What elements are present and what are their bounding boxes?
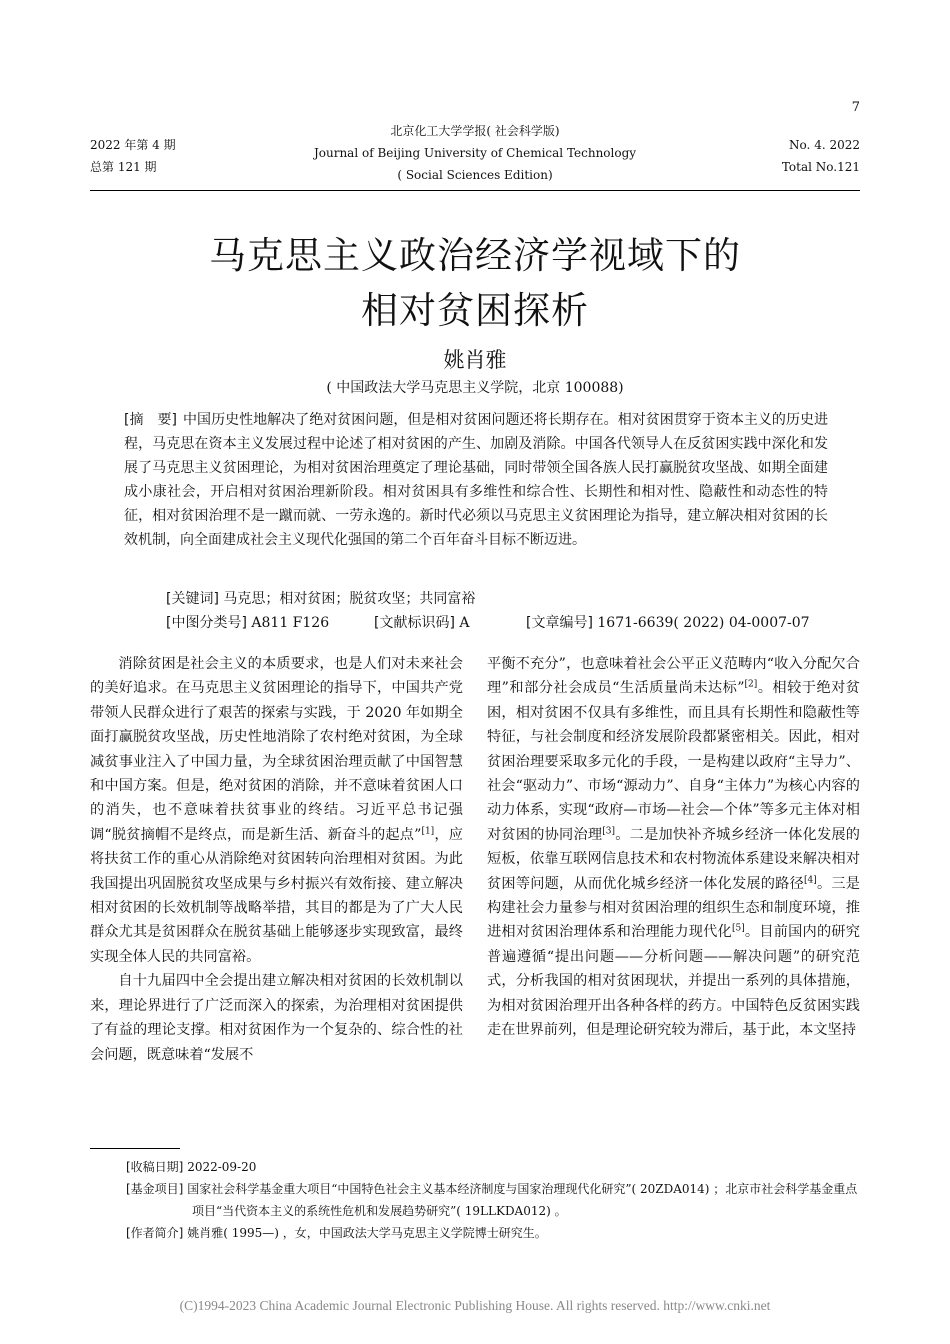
author-name: 姚肖雅: [443, 348, 507, 372]
issue-total-en: Total No.121: [781, 160, 860, 174]
footnote-author-bio: [126, 1222, 866, 1244]
citation-ref: [3]: [602, 826, 616, 837]
footnote-received: [126, 1156, 866, 1178]
issue-info: [90, 134, 176, 178]
doc-code-value: A: [459, 615, 470, 631]
abstract-label: [摘 要]: [124, 412, 178, 428]
footnote-label: [收稿日期]: [126, 1160, 184, 1174]
header-rule: [90, 190, 860, 191]
article-number-label: [文章编号]: [526, 615, 593, 631]
body-column-right: [487, 652, 860, 1043]
author-affiliation: ( 中国政法大学马克思主义学院，北京 100088): [326, 380, 624, 396]
footnote-label: [基金项目]: [126, 1182, 184, 1196]
footnote-text: 姚肖雅( 1995—) ，女，中国政法大学马克思主义学院博士研究生。: [187, 1226, 547, 1240]
classification-line: [166, 612, 828, 634]
footnote-funding: [126, 1178, 866, 1222]
keywords: [166, 588, 828, 610]
issue-total: 总第 121 期: [90, 160, 157, 174]
article-number-value: 1671-6639( 2022) 04-0007-07: [597, 615, 810, 631]
doc-code-label: [文献标识码]: [374, 615, 455, 631]
copyright-watermark: (C)1994-2023 China Academic Journal Electronic Publishing House. All rights reserved. http://www.cnki.net: [179, 1298, 771, 1313]
citation-ref: [4]: [804, 874, 817, 885]
clc-value: A811 F126: [251, 615, 330, 631]
abstract: [124, 408, 828, 552]
citation-ref: [5]: [731, 923, 745, 934]
keywords-label: [关键词]: [166, 591, 219, 607]
footnote-text: 国家社会科学基金重大项目“中国特色社会主义基本经济制度与国家治理现代化研究”( 20ZDA014) ；北京市社会科学基金重点项目“当代资本主义的系统性危机和发展趋势研究”( 19LLKDA012) 。: [187, 1182, 858, 1218]
clc-label: [中图分类号]: [166, 615, 247, 631]
footnote-label: [作者简介]: [126, 1226, 184, 1240]
footnote-rule: [90, 1148, 180, 1149]
issue-year: 2022 年第 4 期: [90, 138, 176, 152]
issue-info-en: [782, 134, 860, 178]
body-paragraph: 平衡不充分”，也意味着社会公平正义范畴内“收入分配欠合理”和部分社会成员“生活质量尚未达标”[2]。相较于绝对贫困，相对贫困不仅具有多维性，而且具有长期性和隐蔽性等特征，与社会制度和经济发展阶段都紧密相关。因此，相对贫困治理要采取多元化的手段，一是构建以政府“主导力”、社会“驱动力”、市场“源动力”、自身“主体力”为核心内容的动力体系，实现“政府—市场—社会—个体”等多元主体对相对贫困的协同治理[3]。二是加快补齐城乡经济一体化发展的短板，依靠互联网信息技术和农村物流体系建设来解决相对贫困等问题，从而优化城乡经济一体化发展的路径[4]。三是构建社会力量参与相对贫困治理的组织生态和制度环境，推进相对贫困治理体系和治理能力现代化[5]。目前国内的研究普遍遵循“提出问题——分析问题——解决问题”的研究范式，分析我国的相对贫困现状，并提出一系列的具体措施，为相对贫困治理开出各种各样的药方。中国特色反贫困实践走在世界前列，但是理论研究较为滞后，基于此，本文坚持: [487, 656, 860, 1039]
title-line-2: 相对贫困探析: [361, 289, 589, 332]
citation-ref: [1]: [421, 826, 435, 837]
journal-name-en: Journal of Beijing University of Chemical Technology: [313, 146, 637, 160]
body-paragraph: 消除贫困是社会主义的本质要求，也是人们对未来社会的美好追求。在马克思主义贫困理论的指导下，中国共产党带领人民群众进行了艰苦的探索与实践，于 2020 年如期全面打赢脱贫攻坚战，历史性地消除了农村绝对贫困，为全球减贫事业注入了中国力量，为全球贫困治理贡献了中国智慧和中国方案。但是，绝对贫困的消除，并不意味着贫困人口的消失，也不意味着扶贫事业的终结。习近平总书记强调“脱贫摘帽不是终点，而是新生活、新奋斗的起点”[1]，应将扶贫工作的重心从消除绝对贫困转向治理相对贫困。为此我国提出巩固脱贫攻坚成果与乡村振兴有效衔接、建立解决相对贫困的长效机制等战略举措，其目的都是为了广大人民群众尤其是贫困群众在脱贫基础上能够逐步实现致富，最终实现全体人民的共同富裕。: [90, 656, 463, 965]
citation-ref: [2]: [744, 679, 758, 690]
article-title: [90, 228, 860, 338]
keywords-text: 马克思；相对贫困；脱贫攻坚；共同富裕: [223, 591, 476, 607]
journal-name-cn: 北京化工大学学报( 社会科学版): [390, 124, 560, 138]
issue-number-en: No. 4. 2022: [789, 138, 860, 152]
title-line-1: 马克思主义政治经济学视域下的: [209, 234, 741, 277]
body-column-left: [90, 652, 463, 1067]
footnotes: [126, 1156, 866, 1244]
page-number: 7: [851, 100, 860, 115]
journal-edition: ( Social Sciences Edition): [397, 168, 553, 182]
footnote-text: 2022-09-20: [187, 1160, 257, 1174]
abstract-text: 中国历史性地解决了绝对贫困问题，但是相对贫困问题还将长期存在。相对贫困贯穿于资本主义的历史进程，马克思在资本主义发展过程中论述了相对贫困的产生、加剧及消除。中国各代领导人在反贫困实践中深化和发展了马克思主义贫困理论，为相对贫困治理奠定了理论基础，同时带领全国各族人民打赢脱贫攻坚战、如期全面建成小康社会，开启相对贫困治理新阶段。相对贫困具有多维性和综合性、长期性和相对性、隐蔽性和动态性的特征，相对贫困治理不是一蹴而就、一劳永逸的。新时代必须以马克思主义贫困理论为指导，建立解决相对贫困的长效机制，向全面建成社会主义现代化强国的第二个百年奋斗目标不断迈进。: [124, 412, 828, 548]
body-paragraph: 自十九届四中全会提出建立解决相对贫困的长效机制以来，理论界进行了广泛而深入的探索，为治理相对贫困提供了有益的理论支撑。相对贫困作为一个复杂的、综合性的社会问题，既意味着“发展不: [90, 973, 463, 1063]
journal-name: [250, 120, 700, 186]
